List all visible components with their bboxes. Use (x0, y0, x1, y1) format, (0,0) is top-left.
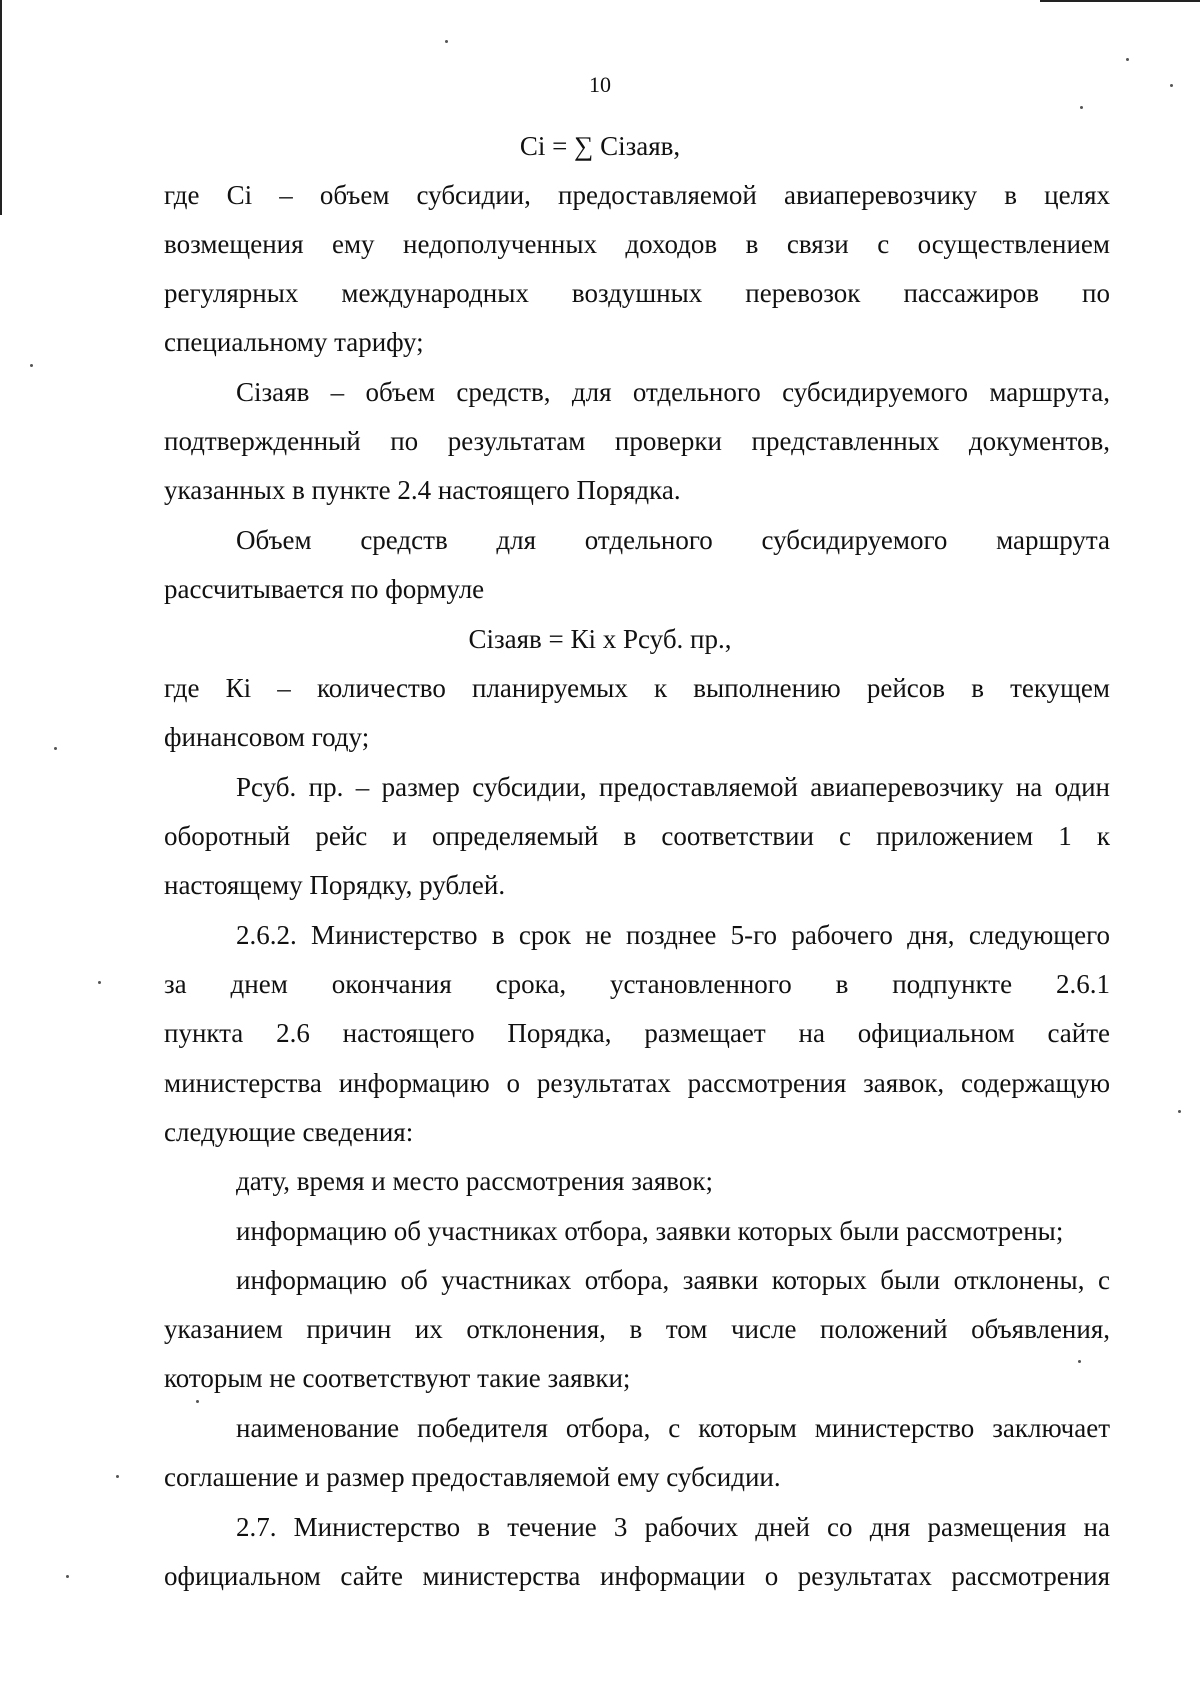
text-line: 2.7. Министерство в течение 3 рабочих дней со дня размещения на (236, 1512, 1110, 1542)
text-line: пункта 2.6 настоящего Порядка, размещает на официальном сайте (164, 1018, 1110, 1048)
text-line: возмещения ему недополученных доходов в связи с осуществлением (164, 229, 1110, 259)
text-line: финансовом году; (164, 722, 370, 752)
scan-speck (116, 1475, 119, 1478)
text-line: Сiзаяв – объем средств, для отдельного субсидируемого маршрута, (236, 377, 1110, 407)
text-line: 2.6.2. Министерство в срок не позднее 5-го рабочего дня, следующего (236, 920, 1110, 950)
text-line: рассчитывается по формуле (164, 574, 485, 604)
text-line: подтвержденный по результатам проверки представленных документов, (164, 426, 1110, 456)
text-line: дату, время и место рассмотрения заявок; (236, 1166, 713, 1196)
text-line: специальному тарифу; (164, 327, 424, 357)
text-line: где Кi – количество планируемых к выполнению рейсов в текущем (164, 673, 1110, 703)
scan-speck (196, 1400, 199, 1403)
formula: Ci = ∑ Сiзаяв, (519, 131, 681, 161)
scan-speck (30, 364, 33, 367)
text-line: наименование победителя отбора, с которым министерство заключает (236, 1413, 1110, 1443)
text-line: указанных в пункте 2.4 настоящего Порядка. (164, 475, 681, 505)
scan-speck (1080, 106, 1083, 109)
text-line: Рсуб. пр. – размер субсидии, предоставляемой авиаперевозчику на один (236, 772, 1110, 802)
scan-speck (66, 1575, 69, 1578)
text-line: за днем окончания срока, установленного в подпункте 2.6.1 (164, 969, 1110, 999)
text-line: которым не соответствуют такие заявки; (164, 1363, 631, 1393)
text-line: где Ci – объем субсидии, предоставляемой авиаперевозчику в целях (164, 180, 1110, 210)
text-line: указанием причин их отклонения, в том числе положений объявления, (164, 1314, 1110, 1344)
scan-speck (445, 40, 448, 43)
scan-speck (1126, 58, 1129, 61)
scan-speck (54, 747, 57, 750)
text-line: официальном сайте министерства информации о результатах рассмотрения (164, 1561, 1110, 1591)
scan-speck (1078, 1360, 1081, 1363)
scan-edge-line (1040, 0, 1200, 2)
text-line: информацию об участниках отбора, заявки которых были отклонены, с (236, 1265, 1110, 1295)
text-line: оборотный рейс и определяемый в соответствии с приложением 1 к (164, 821, 1110, 851)
scan-speck (98, 981, 101, 984)
formula: Сiзаяв = Кi x Рсуб. пр., (468, 624, 732, 654)
text-line: следующие сведения: (164, 1117, 414, 1147)
scan-edge-line (0, 0, 2, 215)
text-line: регулярных международных воздушных перевозок пассажиров по (164, 278, 1110, 308)
text-line: Объем средств для отдельного субсидируемого маршрута (236, 525, 1110, 555)
text-line: министерства информацию о результатах рассмотрения заявок, содержащую (164, 1068, 1110, 1098)
scan-speck (1178, 1110, 1181, 1113)
text-line: соглашение и размер предоставляемой ему субсидии. (164, 1462, 781, 1492)
text-line: информацию об участниках отбора, заявки которых были рассмотрены; (236, 1216, 1064, 1246)
page-number: 10 (589, 72, 611, 97)
text-line: настоящему Порядку, рублей. (164, 870, 506, 900)
